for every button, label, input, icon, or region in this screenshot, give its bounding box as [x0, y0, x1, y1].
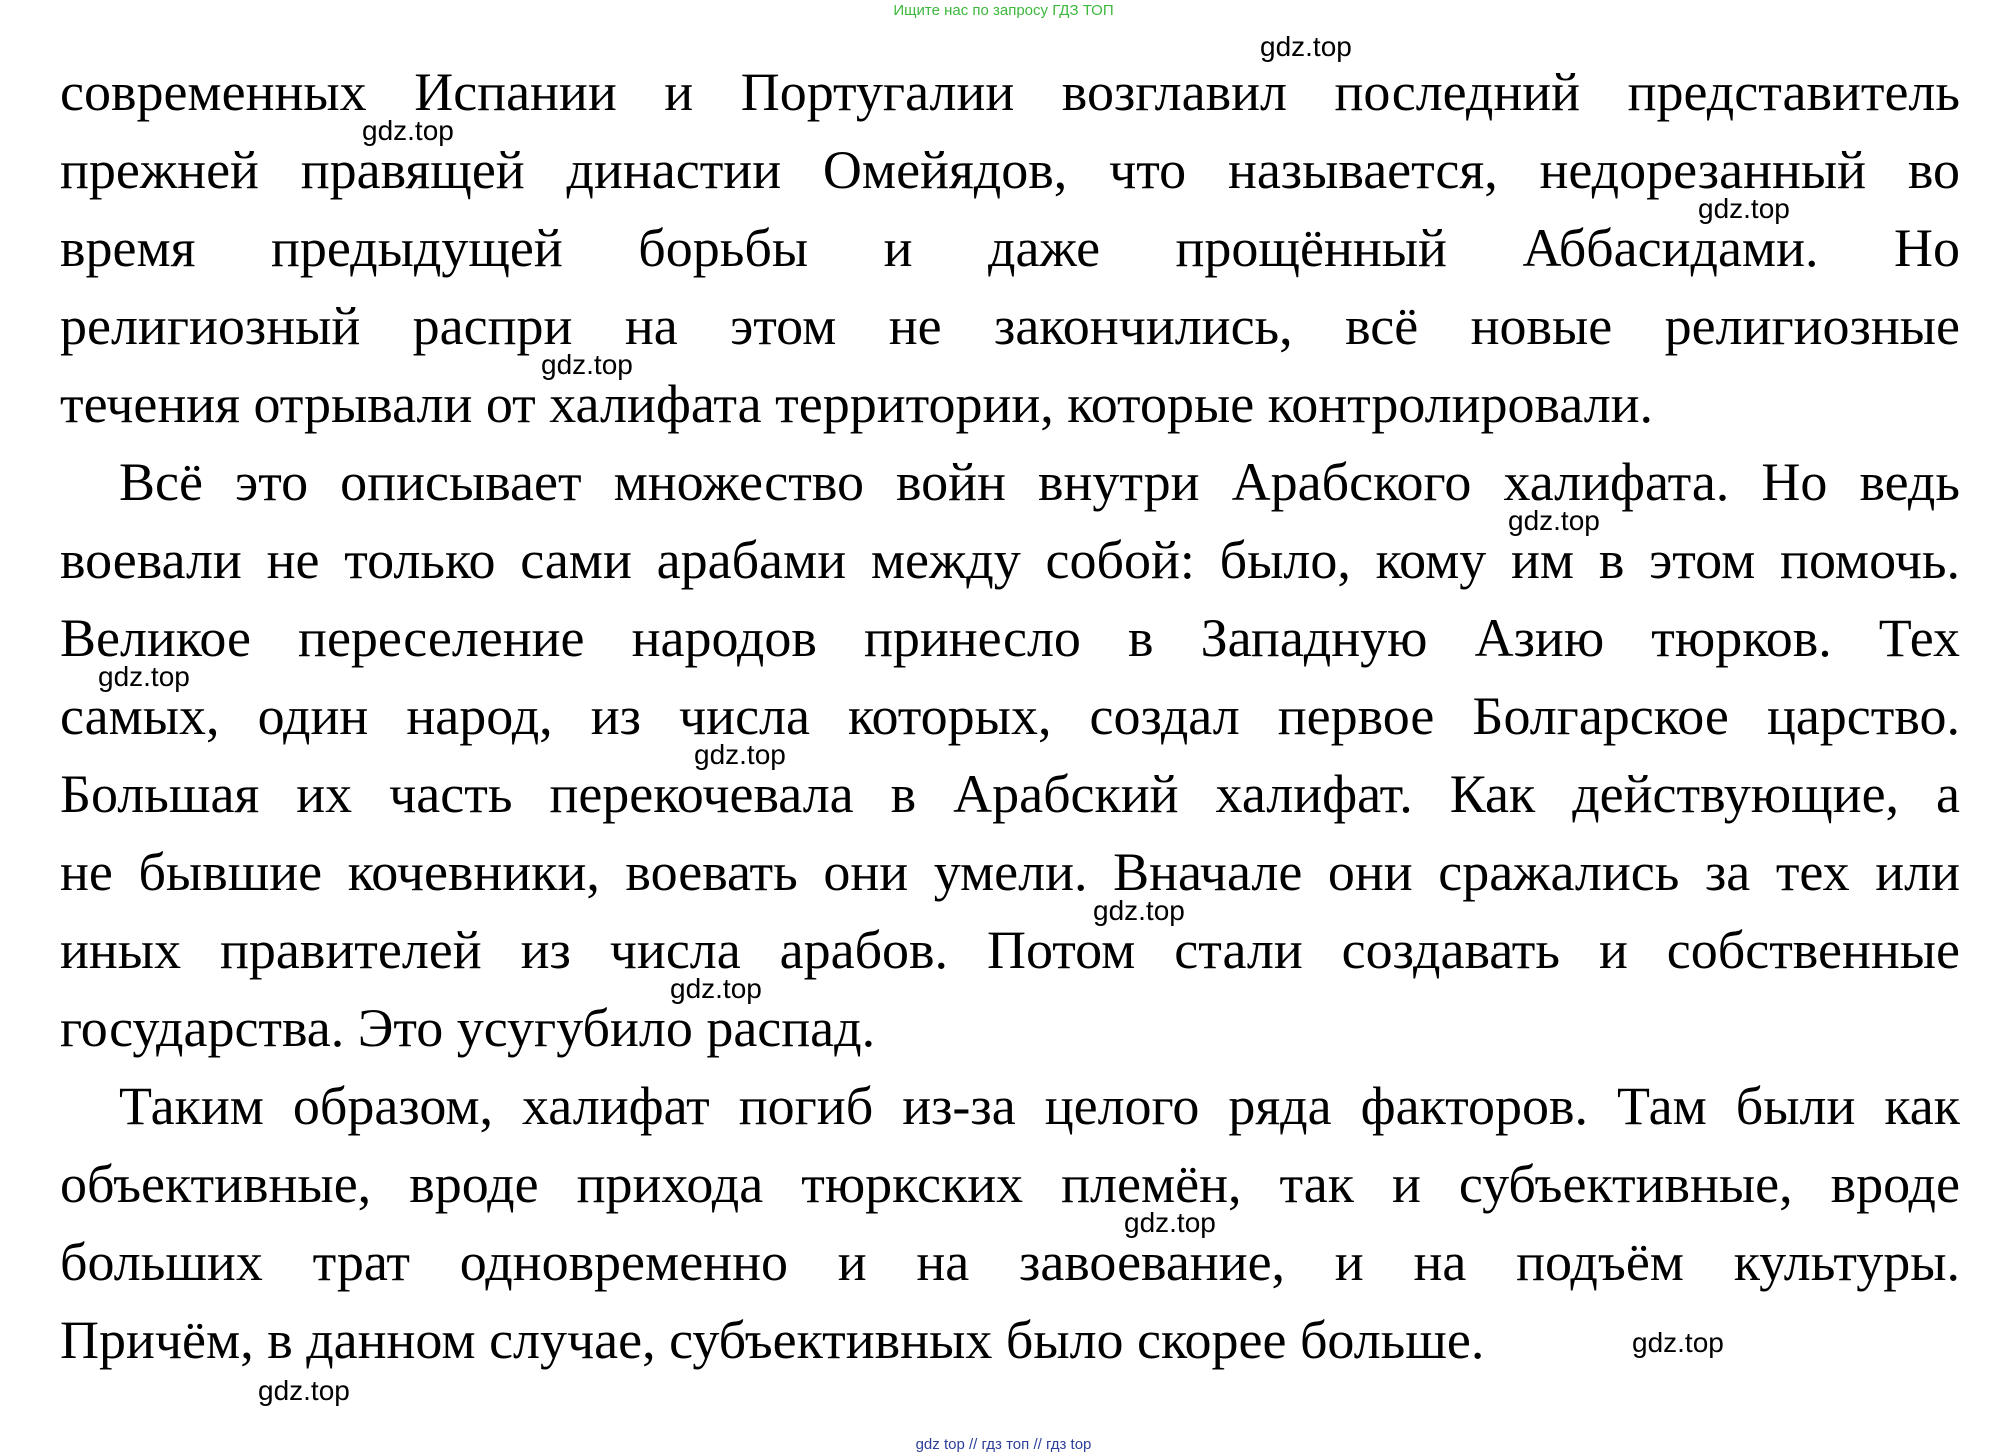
footer-separator: // [968, 1436, 978, 1453]
text-line: самых, один народ, из числа которых, создал первое Болгарское царство. [60, 686, 1960, 746]
paragraph-first-line: Всё это описывает множество войн внутри Арабского халифата. Но ведь [119, 452, 1960, 512]
text-line: воевали не только сами арабами между собой: было, кому им в этом помочь. [60, 530, 1960, 590]
watermark: gdz.top [1508, 505, 1600, 536]
text-line: современных Испании и Португалии возглавил последний представитель [60, 62, 1960, 122]
watermark: gdz.top [1698, 193, 1790, 224]
footer-separator: // [1033, 1436, 1042, 1453]
text-line: течения отрывали от халифата территории, которые контролировали. [60, 374, 1654, 434]
text-line: больших трат одновременно и на завоевание, и на подъём культуры. [60, 1232, 1960, 1292]
footer-links [0, 1436, 2007, 1453]
watermark: gdz.top [541, 349, 633, 380]
text-line: Великое переселение народов принесло в Западную Азию тюрков. Тех [60, 608, 1960, 668]
text-line: объективные, вроде прихода тюркских племён, так и субъективные, вроде [60, 1154, 1960, 1214]
paragraph-first-line: Таким образом, халифат погиб из-за целого ряда факторов. Там были как [119, 1076, 1960, 1136]
watermark: gdz.top [258, 1375, 350, 1406]
footer-link-gdz-top-ru[interactable]: гдз топ [981, 1436, 1030, 1453]
text-line: религиозный распри на этом не закончились, всё новые религиозные [60, 296, 1960, 356]
text-line: не бывшие кочевники, воевать они умели. Вначале они сражались за тех или [60, 842, 1960, 902]
watermark: gdz.top [362, 115, 454, 146]
text-line: иных правителей из числа арабов. Потом стали создавать и собственные [60, 920, 1960, 980]
text-line: Большая их часть перекочевала в Арабский халифат. Как действующие, а [60, 764, 1960, 824]
text-line: прежней правящей династии Омейядов, что называется, недорезанный во [60, 140, 1960, 200]
footer-link-gdz-top-mixed[interactable]: гдз top [1045, 1436, 1092, 1453]
top-banner: Ищите нас по запросу ГДЗ ТОП [893, 2, 1114, 19]
text-line: Причём, в данном случае, субъективных было скорее больше. [60, 1310, 1485, 1370]
watermark: gdz.top [1260, 31, 1352, 62]
watermark: gdz.top [1632, 1327, 1724, 1358]
footer-link-gdz-top[interactable]: gdz top [915, 1436, 965, 1453]
watermark: gdz.top [670, 973, 762, 1004]
text-line: государства. Это усугубило распад. [60, 998, 876, 1058]
watermark: gdz.top [98, 661, 190, 692]
watermark: gdz.top [694, 739, 786, 770]
text-line: время предыдущей борьбы и даже прощённый Аббасидами. Но [60, 218, 1960, 278]
watermark: gdz.top [1093, 895, 1185, 926]
watermark: gdz.top [1124, 1207, 1216, 1238]
